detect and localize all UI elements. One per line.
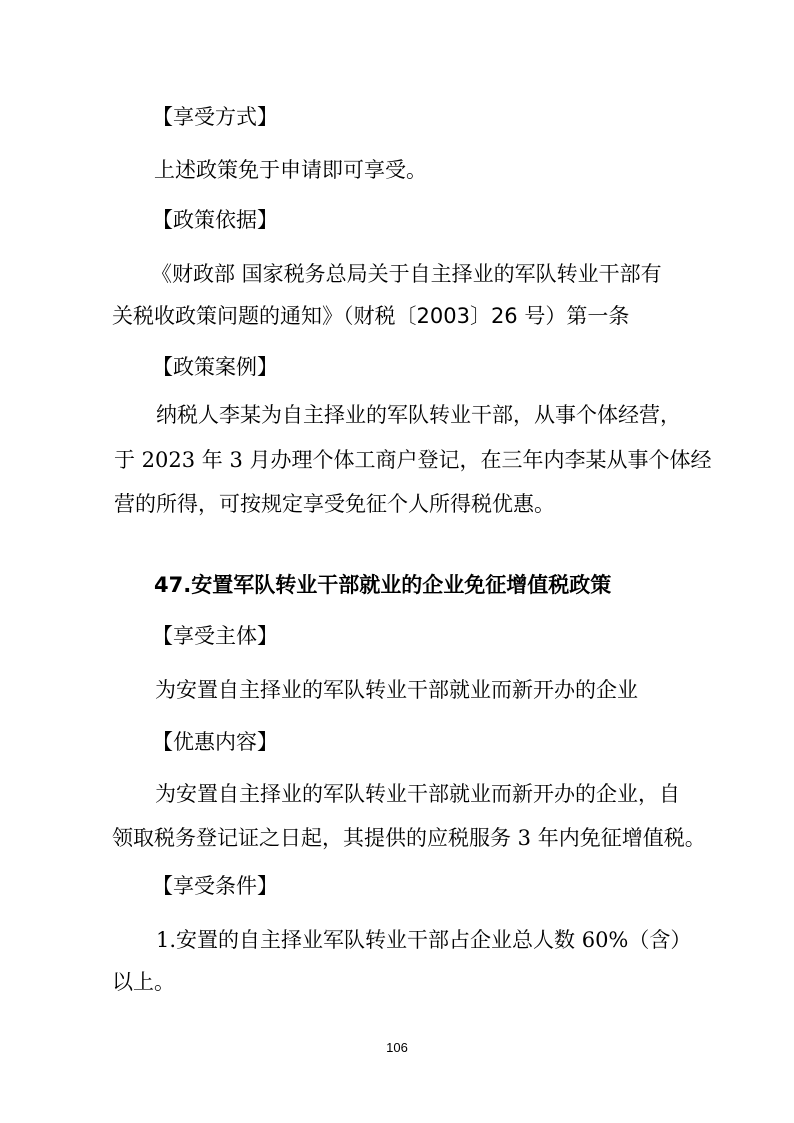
policy-basis-line-2: 关税收政策问题的通知》（财税〔2003〕26 号）第一条 <box>112 304 630 328</box>
benefit-line-2: 领取税务登记证之日起，其提供的应税服务 3 年内免征增值税。 <box>112 826 706 850</box>
policy-case-line-2: 于 2023 年 3 月办理个体工商户登记，在三年内李某从事个体经 <box>114 448 712 472</box>
enjoy-method-text: 上述政策免于申请即可享受。 <box>154 158 427 182</box>
heading-benefit: 【优惠内容】 <box>152 730 278 754</box>
heading-subject: 【享受主体】 <box>152 624 278 648</box>
subject-text: 为安置自主择业的军队转业干部就业而新开办的企业 <box>155 678 638 702</box>
section-47-title: 47.安置军队转业干部就业的企业免征增值税政策 <box>154 573 612 597</box>
heading-policy-case: 【政策案例】 <box>152 355 278 379</box>
policy-case-line-1: 纳税人李某为自主择业的军队转业干部，从事个体经营， <box>156 403 681 427</box>
condition-1-line-1: 1.安置的自主择业军队转业干部占企业总人数 60%（含） <box>156 928 692 952</box>
page-number: 106 <box>386 1040 408 1055</box>
condition-1-line-2: 以上。 <box>112 970 175 994</box>
heading-enjoy-method: 【享受方式】 <box>152 105 278 129</box>
policy-basis-line-1: 《财政部 国家税务总局关于自主择业的军队转业干部有 <box>151 262 662 286</box>
policy-case-line-3: 营的所得，可按规定享受免征个人所得税优惠。 <box>114 492 555 516</box>
heading-policy-basis: 【政策依据】 <box>152 208 278 232</box>
benefit-line-1: 为安置自主择业的军队转业干部就业而新开办的企业，自 <box>155 782 680 806</box>
heading-conditions: 【享受条件】 <box>152 874 278 898</box>
